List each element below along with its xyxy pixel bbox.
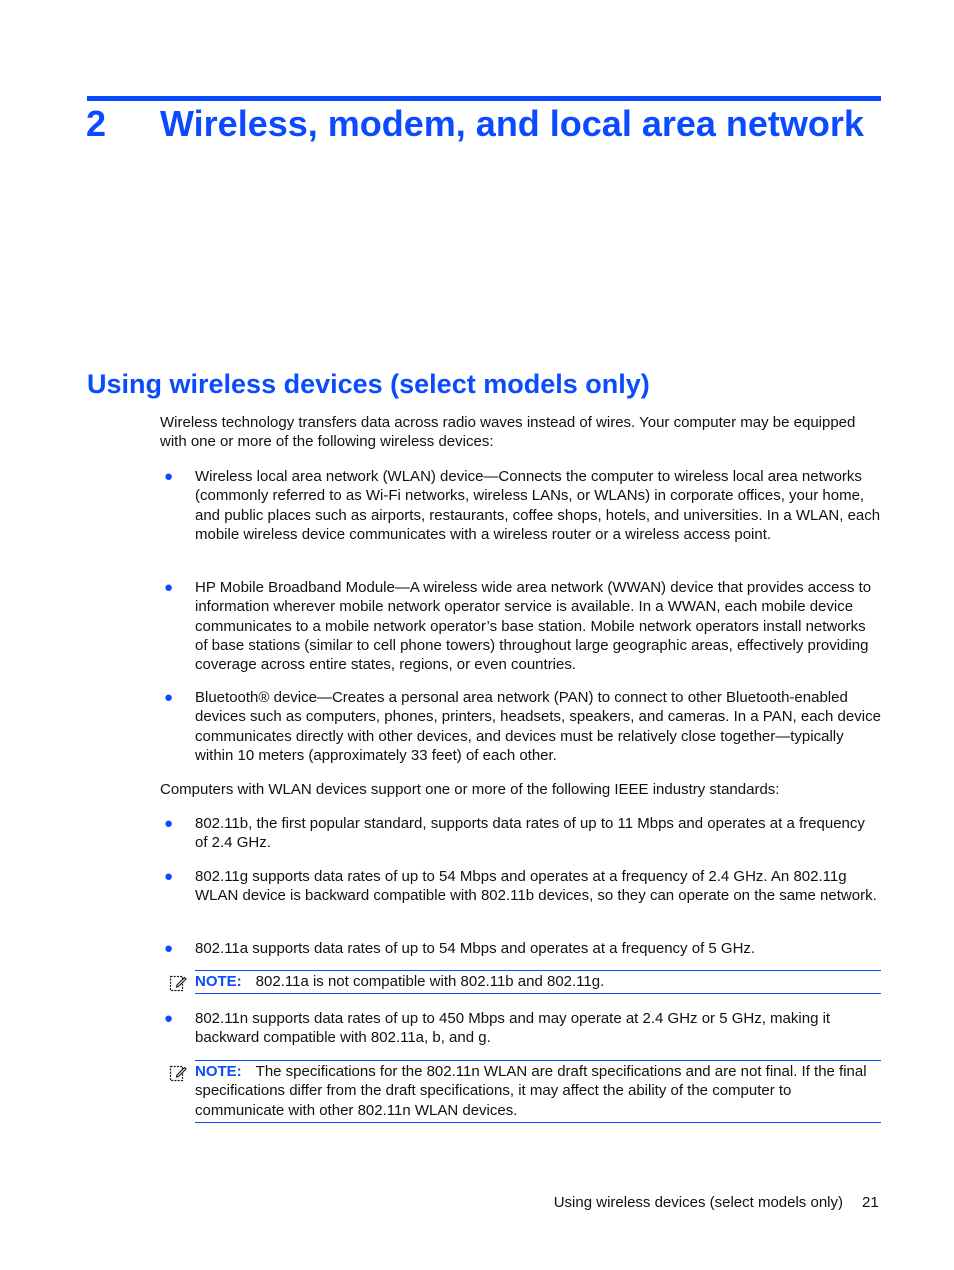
list-item-wlan	[160, 467, 881, 544]
bullet-icon: ●	[164, 868, 174, 885]
note-label: NOTE:	[195, 973, 242, 990]
list-item-80211a	[160, 939, 881, 958]
list-item-text: Wireless local area network (WLAN) device—Connects the computer to wireless local area networks (commonly referred to as Wi-Fi networks, wireless LANs, or WLANs) in corporate offices, your home, and public places such as airports, restaurants, coffee shops, hotels, and universities. In a WLAN, each mobile wireless device communicates with a wireless router or a wireless access point.	[195, 468, 881, 543]
list-item-text: HP Mobile Broadband Module—A wireless wide area network (WWAN) device that provides access to information wherever mobile network operator service is available. In a WWAN, each mobile device communicates to a mobile network operator’s base station. Mobile network operators install networks of base stations (similar to cell phone towers) throughout large geographic areas, effectively providing coverage across entire states, regions, or even countries.	[195, 579, 872, 674]
bullet-icon: ●	[164, 468, 174, 485]
list-item-wwan	[160, 578, 881, 674]
note-text: The specifications for the 802.11n WLAN are draft specifications and are not final. If the final specifications differ from the draft specifications, it may affect the ability of the computer to communicate with other 802.11n WLAN devices.	[195, 1063, 867, 1119]
note-pencil-icon	[169, 1064, 187, 1082]
list-item-bluetooth	[160, 688, 881, 765]
chapter-number: 2	[86, 103, 107, 144]
bullet-icon: ●	[164, 940, 174, 957]
list-item-text: 802.11n supports data rates of up to 450 Mbps and may operate at 2.4 GHz or 5 GHz, making it backward compatible with 802.11a, b, and g.	[195, 1010, 831, 1047]
note-text: 802.11a is not compatible with 802.11b and 802.11g.	[255, 973, 605, 990]
note-80211a	[195, 970, 881, 994]
list-item-80211g	[160, 867, 881, 906]
list-item-80211n	[160, 1009, 881, 1048]
list-item-text: 802.11a supports data rates of up to 54 Mbps and operates at a frequency of 5 GHz.	[195, 940, 756, 957]
standards-intro-paragraph: Computers with WLAN devices support one or more of the following IEEE industry standards:	[160, 781, 780, 798]
list-item-80211b	[160, 814, 881, 853]
section-title: Using wireless devices (select models only)	[87, 369, 650, 399]
list-item-text: 802.11g supports data rates of up to 54 Mbps and operates at a frequency of 2.4 GHz. An 802.11g WLAN device is backward compatible with 802.11b devices, so they can operate on the same network.	[195, 868, 877, 905]
page-number: 21	[862, 1194, 879, 1211]
note-pencil-icon	[169, 974, 187, 992]
intro-paragraph: Wireless technology transfers data across radio waves instead of wires. Your computer may be equipped with one or more of the following wireless devices:	[160, 414, 856, 451]
chapter-title: Wireless, modem, and local area network	[160, 103, 864, 144]
note-80211n	[195, 1060, 881, 1123]
bullet-icon: ●	[164, 815, 174, 832]
footer-section-title: Using wireless devices (select models only)	[553, 1194, 843, 1211]
note-label: NOTE:	[195, 1063, 242, 1080]
bullet-icon: ●	[164, 579, 174, 596]
bullet-icon: ●	[164, 1010, 174, 1027]
list-item-text: 802.11b, the first popular standard, supports data rates of up to 11 Mbps and operates at a frequency of 2.4 GHz.	[195, 815, 865, 852]
bullet-icon: ●	[164, 689, 174, 706]
list-item-text: Bluetooth® device—Creates a personal area network (PAN) to connect to other Bluetooth-enabled devices such as computers, phones, printers, headsets, speakers, and cameras. In a PAN, each device communicates directly with other devices, and devices must be relatively close together—typically within 10 meters (approximately 33 feet) of each other.	[195, 689, 881, 764]
